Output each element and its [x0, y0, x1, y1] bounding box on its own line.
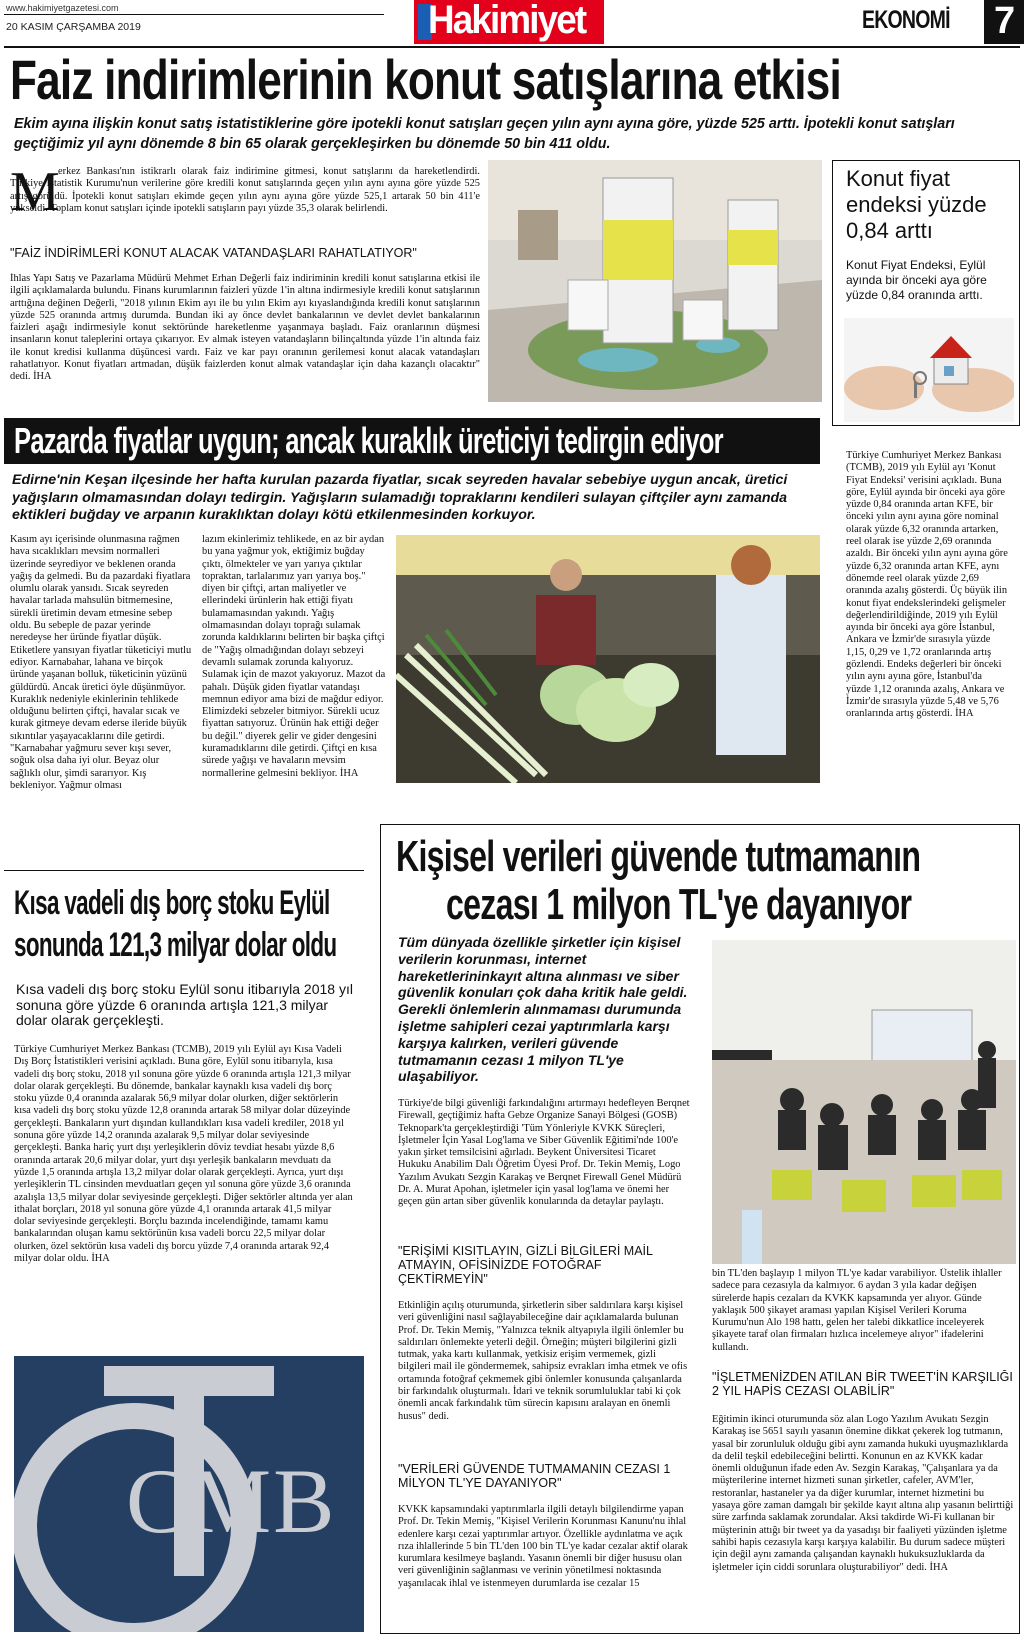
- story4-para2: Etkinliğin açılış oturumunda, şirketlerin siber saldırılara karşı kişisel veri güvenliğini nasıl sağlayabileceğine dair açıklamalarda bulunan Prof. Dr. Tekin Memiş, "Yalnızca teknik altyapıyla ilgili önlemler bu saldırıları önlemekte yeterli değil. Örneğin; müşteri bilgilerini gizli tutmak, yaka kartı kullanmak, yetkisiz erişim vermemek, gizli bilgileri mail ile göndermemek, sahipsiz evrakları imha etmek ve ofis ortamında fotoğraf çekmemek gibi önlemler konusunda çalışanlarda bir farkındalık oluşturmalı. İdari ve teknik sorumluluklar tabi ki çok önemli ancak farkındalık tüm sürecin kapısını aralayan en önemli husus" dedi.: [398, 1300, 688, 1422]
- building-model-illustration: [488, 160, 822, 402]
- story3-headline: [14, 882, 361, 966]
- sidebar-body: Türkiye Cumhuriyet Merkez Bankası (TCMB), 2019 yılı Eylül ayı 'Konut Fiyat Endeksi' verisini açıkladı. Buna göre, Eylül ayında bir önceki aya göre yüzde 0,84 oranında artan KFE, bir önceki yılın aynı ayına göre nominal olarak yüzde 6,32 oranında artarken, reel olarak ise yüzde 2,69 oranında azaldı. Bir önceki yılın aynı ayına göre yüzde 6,32 oranında artan KFE, aynı dönemde reel olarak yüzde 2,69 oranında azalış gösterdi. Üç büyük ilin konut fiyat endekslerindeki gelişmeler değerlendirildiğinde, 2019 yılı Eylül ayında bir önceki aya göre İstanbul, Ankara ve İzmir'de sırasıyla yüzde 1,15, 0,29 ve 1,72 oranlarında artış gözlendi. Endeks değerleri bir önceki yılın aynı ayına göre, İstanbul'da yüzde 1,12 oranında azalış, Ankara ve İzmir'de sırasıyla yüzde 5,48 ve 5,76 oranlarında artış gösterdi. İHA: [846, 450, 1008, 720]
- logo: [414, 0, 604, 44]
- story2-lead: Edirne'nin Keşan ilçesinde her hafta kurulan pazarda fiyatlar, sıcak seyreden havalar sebebiye uygun ancak, üretici yağışların olmamasından dolayı tedirgin. Yağışların sulamadığı topraklarını kendileri sulayan çiftçiler aynı zamanda ektikleri buğday ve arpanın kuraklıktan dolayı kötü etkilenmesinden korkuyor.: [12, 472, 788, 523]
- story1-para1: erkez Bankası'nın istikrarlı olarak faiz indirimine gitmesi, konut satışlarını da hareketlendirdi. Türkiye İstatistik Kurumu'nun verilerine göre kredili konut satışlarında geçen yılın aynı ayına göre yüzde 525 artış görüldü. İpotekli konut satışları ekimde geçen yılın aynı ayına göre yüzde 525,1 artarak 50 bin 411'e yükseldi. Toplam konut satışları içinde ipotekli satışların payı yüzde 35,3 olarak belirlendi.: [10, 166, 480, 214]
- story1-subhead: "FAİZ İNDİRİMLERİ KONUT ALACAK VATANDAŞLARI RAHATLATIYOR": [10, 246, 417, 260]
- section-title: EKONOMİ: [862, 6, 950, 34]
- story1-dropcap: M: [10, 161, 60, 223]
- issue-date: 20 KASIM ÇARŞAMBA 2019: [6, 21, 141, 33]
- story1-lead: Ekim ayına ilişkin konut satış istatistiklerine göre ipotekli konut satışları geçen yılın aynı ayına göre, yüzde 525 arttı. İpotekli konut satışları geçtiğimiz yıl aynı dönemde 8 bin 65 olarak gerçekleşirken bu dönemde 50 bin 411 oldu.: [14, 116, 955, 152]
- conference-photo: [712, 940, 1016, 1264]
- house-keys-illustration: [844, 318, 1014, 422]
- story2-bottom-rule: [4, 870, 364, 871]
- story2-headline: Pazarda fiyatlar uygun; ancak kuraklık üreticiyi tedirgin ediyor: [14, 420, 723, 461]
- story4-para5: Eğitimin ikinci oturumunda söz alan Logo Yazılım Avukatı Sezgin Karakaş ise 5651 sayılı yasanın önemine dikkat çekerek log tutmanın, yasal bir zorunluluk olduğu gibi aynı zamanda hukuki uyuşmazlıklarda da delil teşkil edebileceğini belirtti. Konunun en az KVKK kadar önemli olduğunun ifade eden Av. Sezgin Karakaş, "Çalışanlara ya da müşterilerine internet hizmeti sunan şirketler, cafeler, AVM'ler, restoranlar, hastaneler ya da diğer kurumlar, internet hizmetini bu yasaya göre zaman damgalı bir şekilde kayıt altına alıp yasanın belirttiği süre zarfında saklamak zorundalar. Aksi takdirde Wi-Fi kullanan bir müşterinin attığı bir tweet ya da yasadışı bir faaliyeti yüzünden işletme sahibi hapis cezasıyla karşı karşıya kalabilir. Bu durum sadece müşteri için değil aynı zamanda çalışandan kaynaklı hukuksuzluklarda da işletmeler için ciddi sorunlara oluşturabiliyor" dedi. İHA: [712, 1414, 1014, 1573]
- story4-para3: KVKK kapsamındaki yaptırımlarla ilgili detaylı bilgilendirme yapan Prof. Dr. Tekin Memiş, "Kişisel Verilerin Korunması Kanunu'nu ihlal edenlere karşı cezai yaptırımlar artıyor. Özellikle aydınlatma ve açık rıza ihlallerinde 5 bin TL'den 100 bin TL'ye kadar cezalar aktif olarak kurumlara kesilmeye başlandı. Yasanın önemli bir diğer hususu olan veri güvenliğinin sağlanması ve verinin yönetilmesi noktasında yaşanılacak ihlal ve istenmeyen durumlarda ise cezalar 15: [398, 1504, 688, 1589]
- story4-subhead2: "VERİLERİ GÜVENDE TUTMAMANIN CEZASI 1 MİLYON TL'YE DAYANIYOR": [398, 1462, 671, 1490]
- story3-lead: Kısa vadeli dış borç stoku Eylül sonu itibarıyla 2018 yıl sonuna göre yüzde 6 oranında artışla 121,3 milyar dolar olarak gerçekleşti.: [16, 981, 353, 1028]
- conference-room-illustration: [712, 940, 1016, 1264]
- market-photo: [396, 535, 820, 783]
- page-number-box: [984, 0, 1024, 44]
- story2-col2: lazım ekinlerimiz tehlikede, en az bir aydan bu yana yağmur yok, ektiğimiz buğday çıktı, ölmekteler ve yarı yarıya çıktılar topraktan, tarlalarımız yarı yarıya boş." diyen bir çiftçi, artan maliyetler ve ellerindeki ürünlerin hak ettiği fiyatı bulamamasından yakındı. Yağış olmamasından dolayı toprağı sulamak zorunda kaldıklarını belirten bir başka çiftçi de "Yağış olmadığından dolayı sebzeyi devamlı sulamak zorunda kalıyoruz. Sulamak için de mazot yakıyoruz. Mazot da pahalı. Düşük giden fiyatlar vatandaşı memnun ediyor ama bizi de mağdur ediyor. Elimizdeki sebzeler bitmiyor. Sürekli ucuz fiyattan satıyoruz. Ürünün hak ettiği değer bu değil." diyerek gelir ve gider dengesini kuramadıklarını dile getirdi. Çiftçi en kısa sürede yağışı ve havaların mevsim normallerine gelmesini bekliyor. İHA: [202, 534, 386, 779]
- story4-subhead3: "İŞLETMENİZDEN ATILAN BİR TWEET'İN KARŞILIĞI 2 YIL HAPİS CEZASI OLABİLİR": [712, 1370, 1013, 1398]
- story4-headline-line1: Kişisel verileri güvende tutmamanın: [396, 832, 921, 881]
- story4-para4: bin TL'den başlayıp 1 milyon TL'ye kadar varabiliyor. Üstelik ihlaller sadece para cezasıyla da kalmıyor. 6 aydan 3 yıla kadar değişen sürelerde hapis cezaları da KVKK kapsamında yer alıyor. Günde yaklaşık 500 şikayet araması yapılan Kişisel Verileri Koruma Kurumu'nun Alo 198 hattı, gelen her talebi dikkatlice inceleyerek şikayete taraf olan firmaları hızlıca incelemeye alıyor" ifadelerini kullandı.: [712, 1268, 1002, 1353]
- building-model-photo: [488, 160, 822, 402]
- house-in-hands-photo: [844, 318, 1014, 422]
- story2-col1: Kasım ayı içerisinde olunmasına rağmen hava sıcaklıkları mevsim normalleri üzerinde seyrediyor ve beklenen oranda yağış da gelmedi. Bu da pazardaki fiyatlara olumlu olarak yansıdı. Sıcak seyreden havalar tarlada mahsulün bitmemesine, sürekli üretimin devam etmesine sebep oldu. Bu sebeple de pazar yerinde neredeyse her üründe fiyatlar düşük. Etiketlere yansıyan fiyatlar tüketiciyi mutlu ediyor. Karnabahar, lahana ve birçok üründe yaşanan bolluk, tüketicinin yüzünü güldürdü. Ancak üretici öyle düşünmüyor. Kuraklık nedeniyle ekinlerinin tehlikede olduğunu belirten çiftçi, havalar sıcak ve kurak gitmeye devam ederse ileride büyük sıkıntılar yaşayacaklarını dile getirdi. "Karnabahar yağmuru sever kışı sever, soğuk olsa daha iyi olur. Beyaz olur sağlıklı olur, şimdi sararıyor. Kış bekleniyor. Yağmur olması: [10, 534, 192, 791]
- story3-body: Türkiye Cumhuriyet Merkez Bankası (TCMB), 2019 yılı Eylül ayı Kısa Vadeli Dış Borç İstatistikleri verisini açıkladı. Buna göre, Eylül sonu itibarıyla, kısa vadeli dış borç stoku, 2018 yıl sonuna göre yüzde 6 oranında artışla 121,3 milyar dolar olarak gerçekleşti. Bu dönemde, bankalar kaynaklı kısa vadeli dış borç stoku yüzde 0,4 oranında azalarak 56,9 milyar dolar olurken, diğer sektörlerin kısa vadeli dış borç stoku yüzde 12,8 oranında artarak 58 milyar dolar düzeyinde gerçekleşti. Bankaların yurt dışından kullandıkları kısa vadeli krediler, 2018 yıl sonuna göre yüzde 14,2 oranında azalarak 9,5 milyar dolar seviyesinde gerçekleşti. Banka hariç yurt dışı yerleşiklerin döviz tevdiat hesabı yüzde 8,6 oranında artarak 20,6 milyar dolar, yurt dışı yerleşik bankaların mevduatı da yüzde 1,5 oranında artışla 13,2 milyar dolar olarak gerçekleşti. Ayrıca, yurt dışı yerleşiklerin TL cinsinden mevduatları geçen yıl sonuna göre yüzde 3,6 oranında azalışla 13,5 milyar dolar seviyesinde gerçekleşti. Diğer sektörler altında yer alan ithalat borçları, 2018 yıl sonuna göre yüzde 4,1 oranında artarak 41,5 milyar dolar seviyesinde gerçekleşti. Borçlu bazında incelendiğinde, tamamı kamu bankalarından oluşan kamu sektörünün kısa vadeli borcu 22,5 milyar dolar olurken, özel sektörün kısa vadeli dış borcu yüzde 7,4 oranında artarak 92,4 milyar dolar oldu. İHA: [14, 1044, 353, 1265]
- tcmb-logo-photo: [14, 1356, 364, 1632]
- masthead-thin-rule: [4, 14, 384, 15]
- sidebar-lead: Konut Fiyat Endeksi, Eylül ayında bir önceki aya göre yüzde 0,84 oranında arttı.: [846, 258, 987, 302]
- story4-lead: Tüm dünyada özellikle şirketler için kişisel verilerin korunması, internet hareketlerininkayıt altına alınması ve siber güvenlik konuları çok daha kritik hale geldi. Gerekli önlemlerin alınmaması durumunda işletme sahipleri cezai yaptırımlarla karşı karşıya kalırken, verileri güvende tutmamanın cezası 1 milyon TL'ye ulaşabiliyor.: [398, 934, 688, 1085]
- story3-headline-text: Kısa vadeli dış borç stoku Eylül sonunda 121,3 milyar dolar oldu: [14, 884, 337, 964]
- tcmb-logo-text: CMB: [126, 1450, 337, 1552]
- sidebar-headline: Konut fiyat endeksi yüzde 0,84 arttı: [846, 166, 987, 243]
- page-number: 7: [994, 0, 1015, 42]
- market-stall-illustration: [396, 535, 820, 783]
- website-url[interactable]: www.hakimiyetgazetesi.com: [6, 3, 119, 13]
- story4-subhead1: "ERİŞİMİ KISITLAYIN, GİZLİ BİLGİLERİ MAİL ATMAYIN, OFİSİNİZDE FOTOĞRAF ÇEKTİRMEYİN": [398, 1244, 653, 1286]
- story4-headline-line2: cezası 1 milyon TL'ye dayanıyor: [446, 880, 912, 929]
- logo-text: Hakimiyet: [428, 0, 586, 42]
- story4-para1: Türkiye'de bilgi güvenliği farkındalığını artırmayı hedefleyen Berqnet Firewall, geçtiğimiz hafta Gebze Organize Sanayi Bölgesi (GOSB) Teknopark'ta gerçekleştirdiği 'Tüm Yönleriyle KVKK Süreçleri, İşletmeler İçin Yasal Log'lama ve Siber Güvenlik Eğitimi'nde 100'e yakın şirket temsilcisini ağırladı. Beykent Üniversitesi Ticaret Hukuku Anabilim Dalı Öğretim Üyesi Prof. Dr. Tekin Memiş, Logo Yazılım Avukatı Sezgin Karakaş ve Berqnet Firewall Genel Müdürü Dr. A. Murat Apohan, işletmeler için yasal log'lama ve önemi her geçen gün artan siber güvenlik konularında da detaylar paylaştı.: [398, 1098, 690, 1208]
- story1-headline: Faiz indirimlerinin konut satışlarına etkisi: [10, 48, 841, 111]
- story2-headline-bar: [4, 418, 820, 464]
- story1-para2: İhlas Yapı Satış ve Pazarlama Müdürü Mehmet Erhan Değerli faiz indiriminin kredili konut satışlarına etkisi ile ilgili açıklamalarda bulundu. Finans kurumlarının faizleri yüzde 1'in altına indirmesiyle kredili konut satışlarının arttığına değinen Değerli, "2018 yılının Ekim ayı ile bu yılın Ekim ayı kıyaslandığında kredili konut satışlarının yüzde 525 oranında artmış durumda. Bundan iki ay önce devlet bankalarının ve devlet devlet bankalarının faizleri aşağı indirmesiyle konut sektöründe hareketlenme yaşanmaya başladı. Faiz oranlarının düşmesi insanların konut taleplerini ortaya çıkarıyor. Ev almak isteyen vatandaşların bilinçaltında yüzde 1'in altında faiz ile konut kredisi kullanma düşüncesi vardı. Faiz ve kar payı oranının gerilemesi konut alacak vatandaşları rahatlatıyor. Konut fiyatları artmadan, düşük faizlerden konut almak vatandaşlar için daha kazançlı olacaktır" dedi. İHA: [10, 273, 480, 383]
